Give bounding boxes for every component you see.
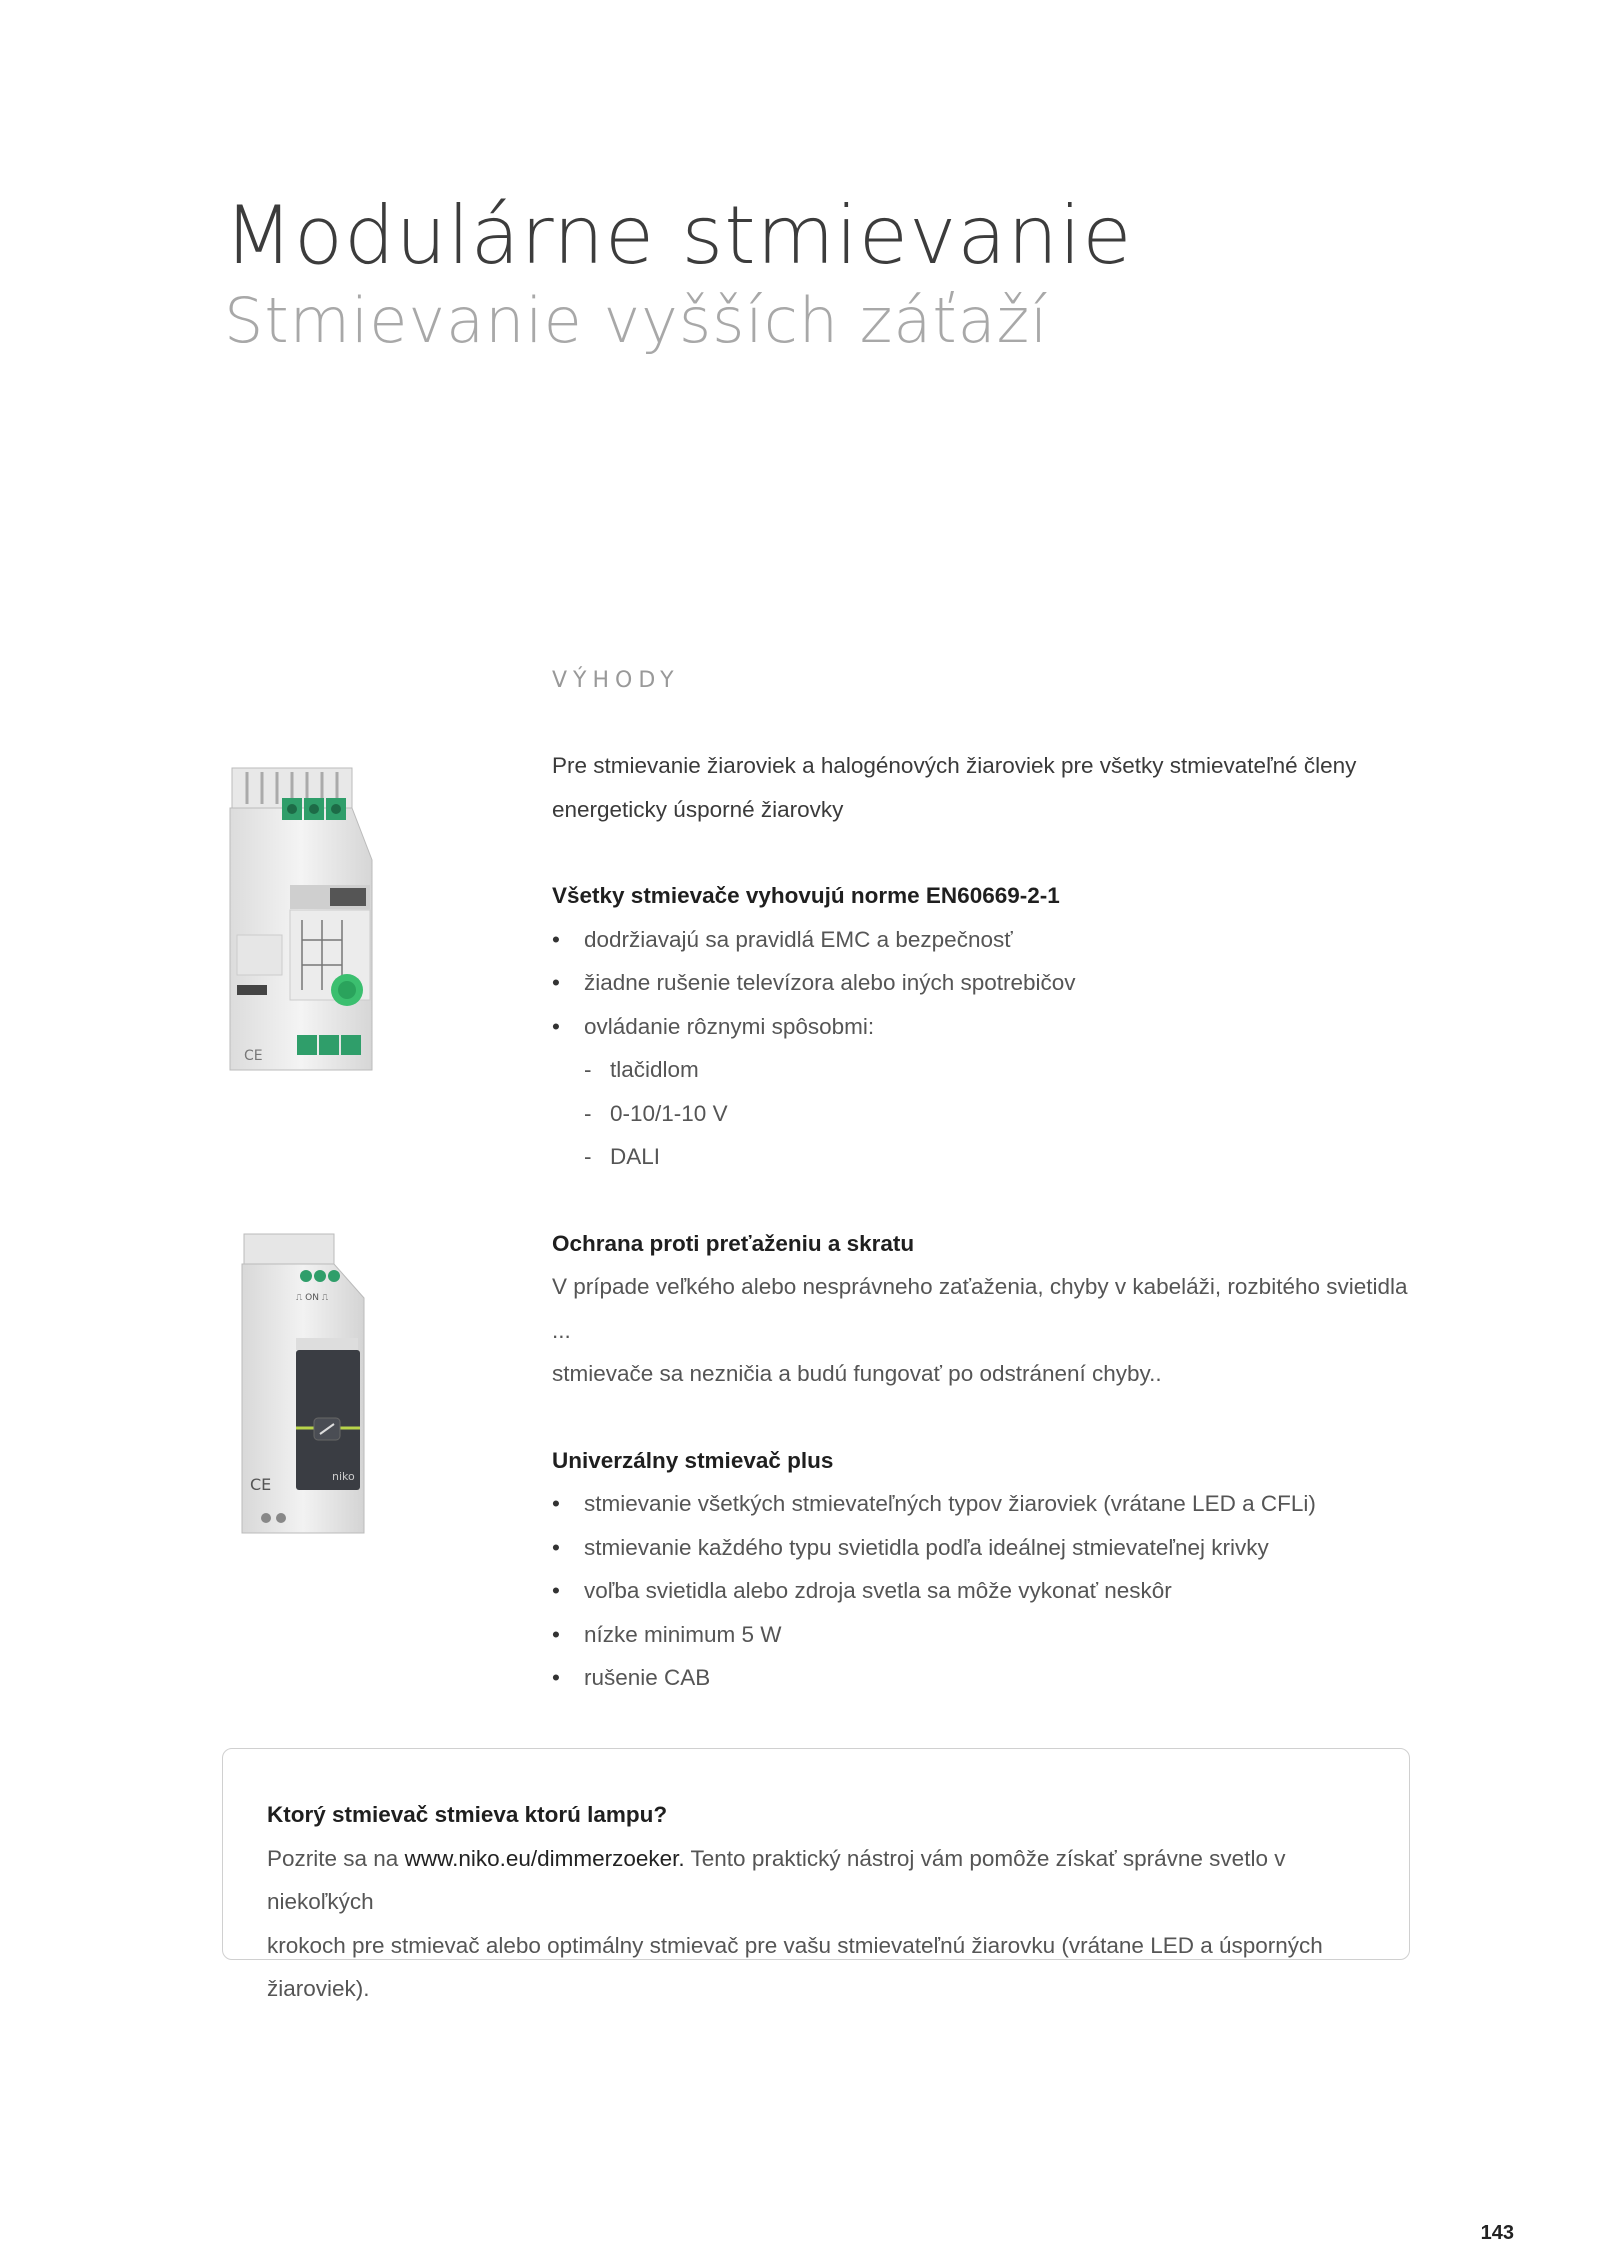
sub-list-item: - DALI — [552, 1135, 1412, 1179]
universal-list — [552, 1482, 1412, 1700]
protection-line-2: stmievače sa nezničia a budú fungovať po odstránení chyby.. — [552, 1361, 1162, 1386]
infobox-line-2: krokoch pre stmievač alebo optimálny stmievač pre vašu stmievateľnú žiarovku (vrátane LED a úsporných žiaroviek). — [267, 1932, 1323, 2001]
list-item: • rušenie CAB — [552, 1656, 1412, 1700]
section-label: VÝHODY — [552, 668, 680, 693]
page-number: 143 — [1480, 2222, 1514, 2244]
dimmer-finder-box — [222, 1748, 1410, 2001]
svg-text:CE: CE — [244, 1048, 263, 1064]
universal-dimmer-image — [236, 1228, 376, 1548]
infobox-heading: Ktorý stmievač stmieva ktorú lampu? — [267, 1802, 668, 1827]
dimmer-finder-link[interactable]: www.niko.eu/dimmerzoeker. — [404, 1845, 685, 1871]
list-item: • voľba svietidla alebo zdroja svetla sa môže vykonať neskôr — [552, 1569, 1412, 1613]
benefits-content — [552, 744, 1412, 1700]
page-subtitle: Stmievanie vyšších záťaží — [224, 284, 1049, 357]
svg-text:CE: CE — [250, 1475, 272, 1494]
infobox-line-1 — [267, 1837, 1365, 1924]
svg-text:niko: niko — [332, 1470, 355, 1483]
list-item: • dodržiavajú sa pravidlá EMC a bezpečnosť — [552, 918, 1412, 962]
dimmer-module-image — [222, 760, 422, 1090]
infobox-line-1-prefix: Pozrite sa na — [267, 1845, 405, 1871]
svg-text:⎍ ON ⎍: ⎍ ON ⎍ — [296, 1293, 329, 1303]
intro-line-1: Pre stmievanie žiaroviek a halogénových žiaroviek pre všetky stmievateľné členy — [552, 753, 1357, 778]
list-item: • žiadne rušenie televízora alebo iných spotrebičov — [552, 961, 1412, 1005]
universal-heading: Univerzálny stmievač plus — [552, 1447, 834, 1473]
list-item: • nízke minimum 5 W — [552, 1613, 1412, 1657]
norm-heading: Všetky stmievače vyhovujú norme EN60669-2-1 — [552, 883, 1060, 908]
list-item: • ovládanie rôznymi spôsobmi: — [552, 1005, 1412, 1049]
sub-list-item: - tlačidlom — [552, 1048, 1412, 1092]
sub-list-item: - 0-10/1-10 V — [552, 1092, 1412, 1136]
page-title: Modulárne stmievanie — [224, 189, 1133, 282]
infobox-line-1-suffix: Tento praktický nástroj vám pomôže získať správne svetlo v niekoľkých — [267, 1845, 1286, 1914]
list-item: • stmievanie všetkých stmievateľných typov žiaroviek (vrátane LED a CFLi) — [552, 1482, 1412, 1526]
list-item: • stmievanie každého typu svietidla podľa ideálnej stmievateľnej krivky — [552, 1526, 1412, 1570]
protection-heading: Ochrana proti preťaženiu a skratu — [552, 1230, 915, 1256]
norm-list — [552, 918, 1412, 1179]
protection-line-1: V prípade veľkého alebo nesprávneho zaťaženia, chyby v kabeláži, rozbitého svietidla ... — [552, 1274, 1408, 1343]
intro-line-2: energeticky úsporné žiarovky — [552, 796, 844, 822]
